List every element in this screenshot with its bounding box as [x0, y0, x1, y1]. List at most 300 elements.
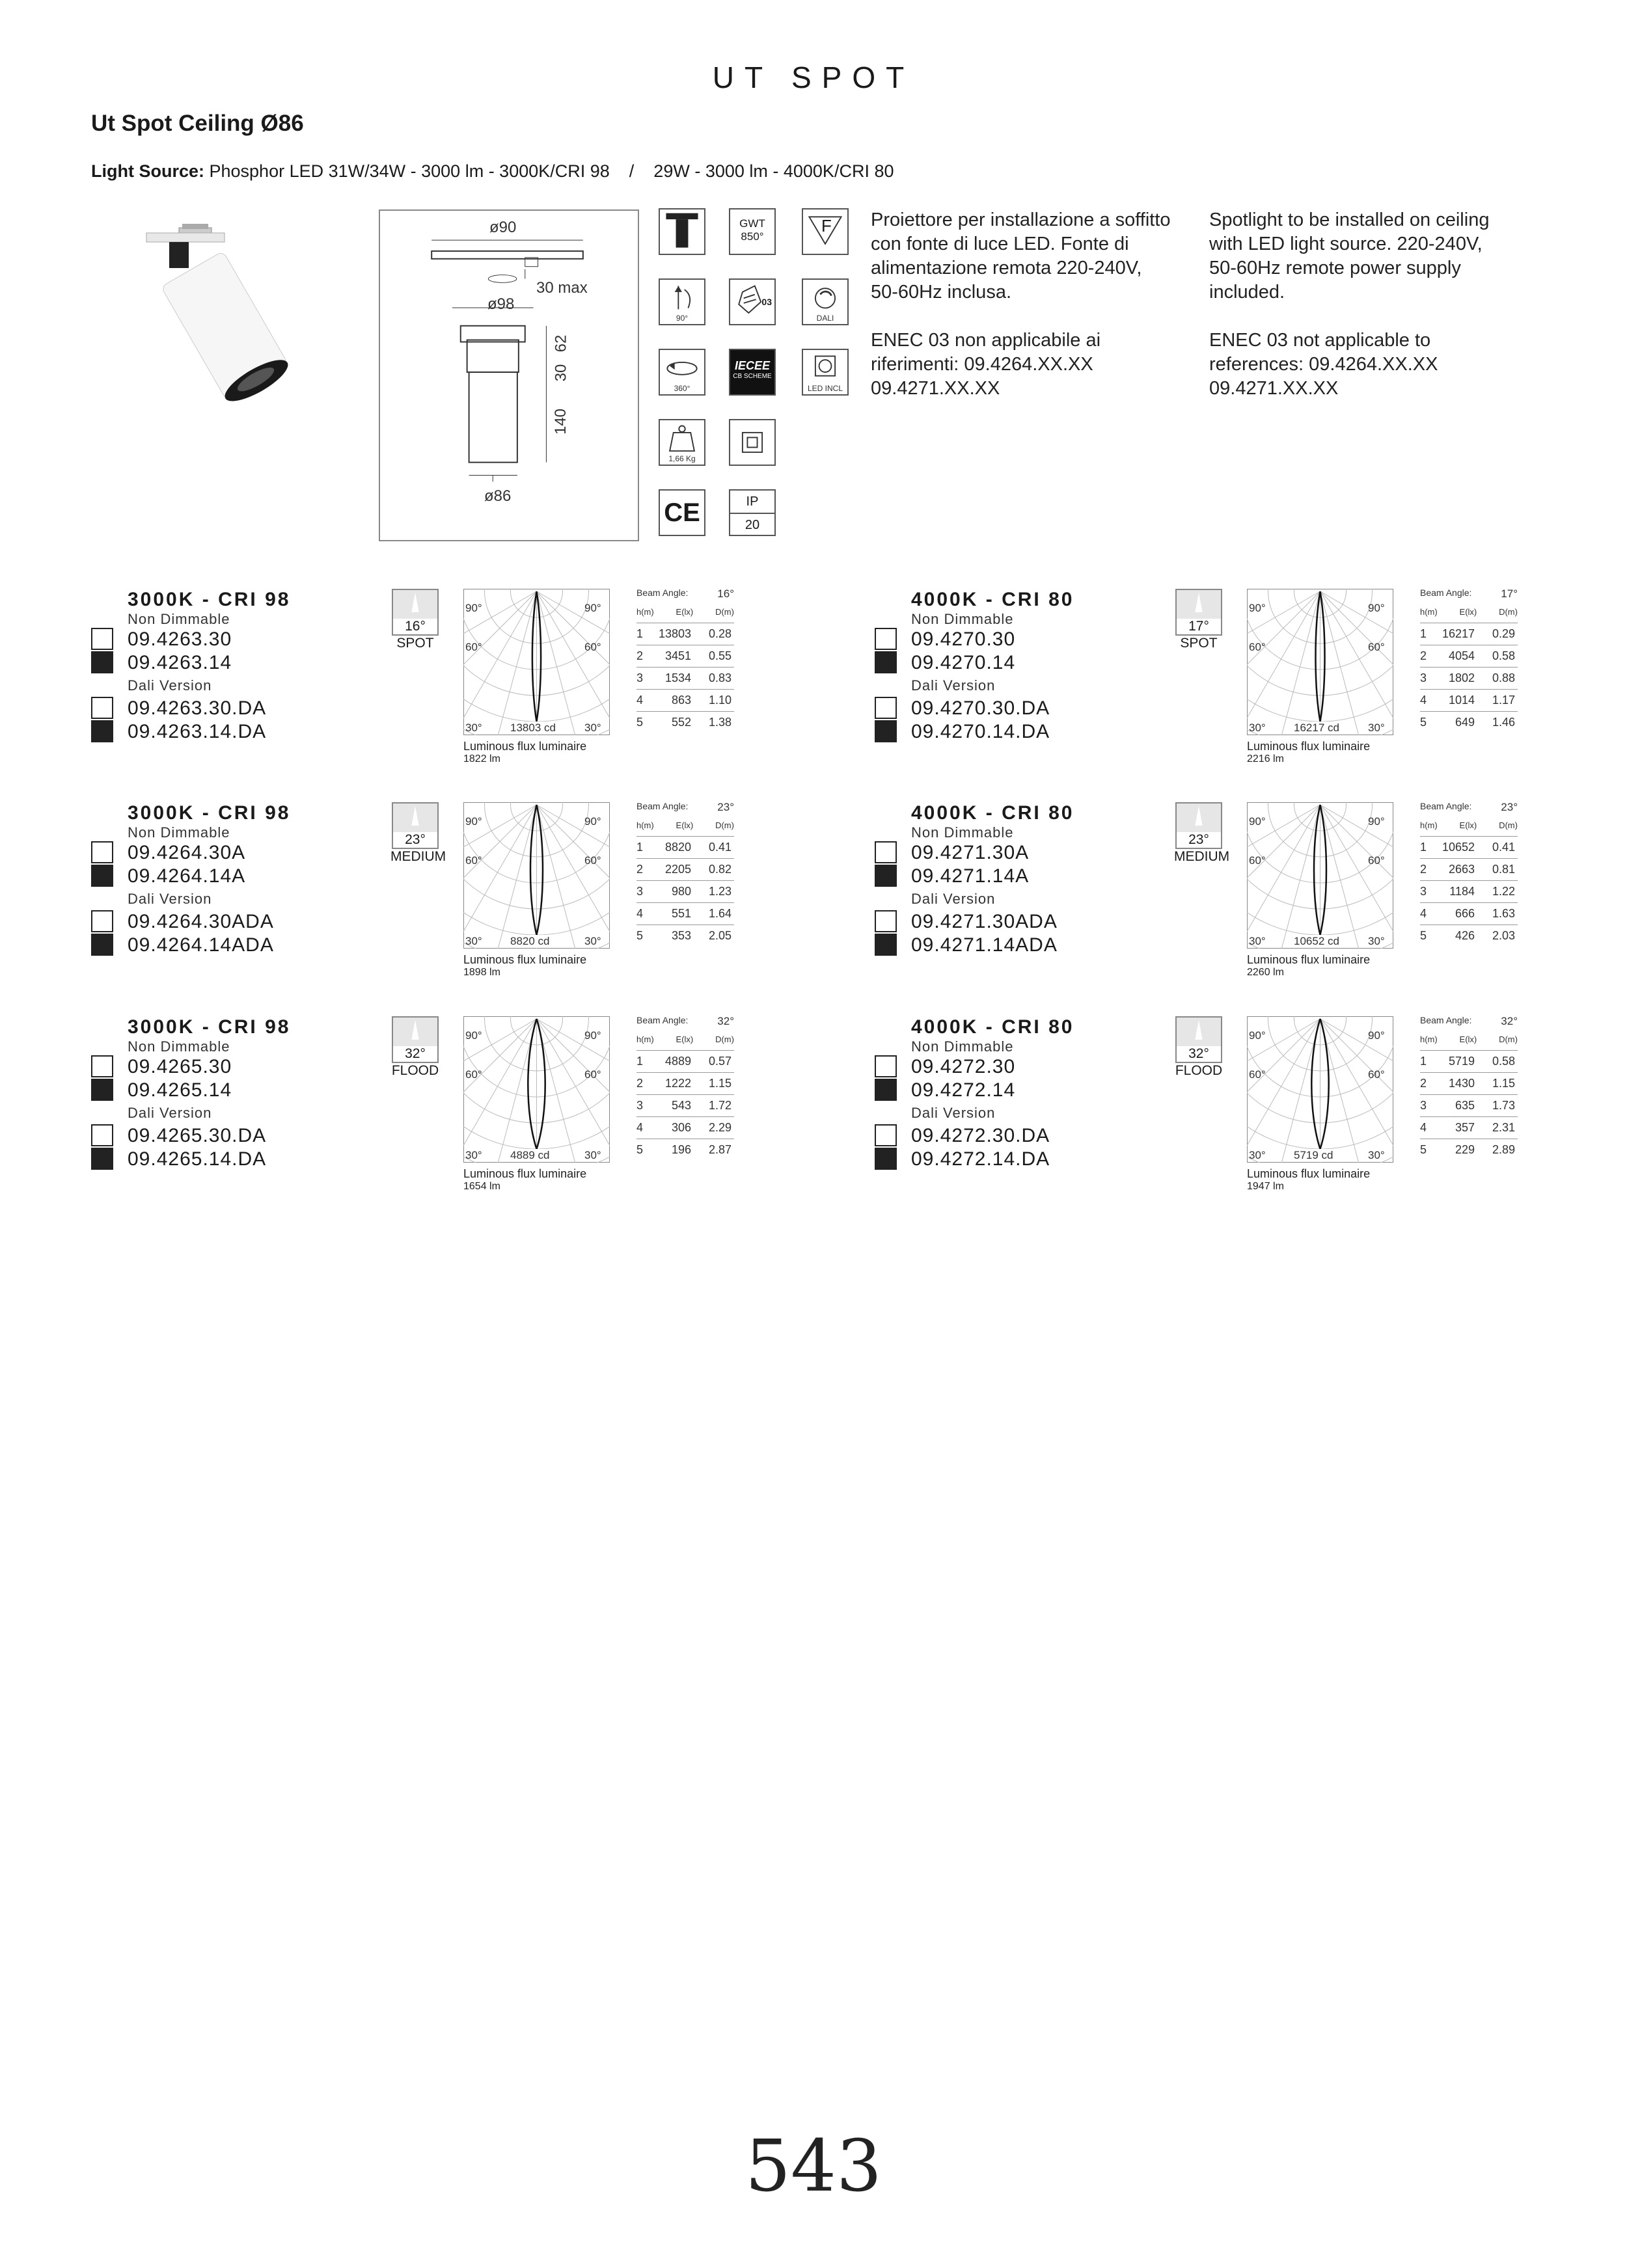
beam-angle-icon — [1174, 802, 1230, 865]
polar-label-60: 60° — [1249, 1068, 1266, 1081]
beam-data-table — [1420, 587, 1518, 733]
article-code[interactable] — [91, 628, 364, 651]
beam-angle-icon — [390, 802, 446, 865]
beam-table-cell: 543 — [671, 1099, 691, 1112]
polar-label-90: 90° — [1249, 1029, 1266, 1042]
enec-icon — [729, 278, 776, 325]
column-header-d: D(m) — [715, 607, 734, 617]
beam-table-cell: 2 — [636, 649, 644, 662]
article-code-text: 09.4263.30.DA — [128, 697, 267, 719]
description-en-line: included. — [1209, 282, 1285, 303]
beam-table-row — [1420, 1139, 1518, 1161]
enec-note-en-line: ENEC 03 not applicable to — [1209, 330, 1431, 351]
beam-angle-value: 16° — [393, 619, 437, 634]
column-header-d: D(m) — [1499, 607, 1518, 617]
page-number: 543 — [745, 2124, 882, 2207]
beam-table-row — [1420, 881, 1518, 903]
gwt-temp: 850° — [741, 230, 764, 243]
beam-table-cell: 2 — [1420, 649, 1427, 662]
article-code-text: 09.4263.30 — [128, 628, 232, 650]
beam-table-cell: 4889 — [664, 1055, 691, 1068]
non-dimmable-label: Non Dimmable — [128, 824, 230, 841]
beam-table-row — [636, 668, 734, 690]
beam-table-cell: 426 — [1455, 929, 1475, 942]
black-finish-swatch — [91, 865, 113, 887]
polar-label-90: 90° — [1249, 602, 1266, 614]
beam-table-cell: 2205 — [664, 863, 691, 876]
beam-table-columns — [636, 607, 734, 623]
beam-table-cell: 1.17 — [1492, 694, 1515, 707]
article-code[interactable] — [91, 1079, 364, 1102]
beam-table-cell: 0.88 — [1492, 671, 1515, 684]
beam-table-cell: 4 — [636, 1121, 644, 1134]
led-caption: LED INCL — [807, 384, 843, 393]
polar-label-90: 90° — [1368, 815, 1385, 828]
beam-table-cell: 4 — [1420, 907, 1427, 920]
beam-angle-value: 23° — [1501, 801, 1518, 813]
dimension-drawing — [379, 209, 639, 541]
black-finish-swatch — [91, 934, 113, 956]
description-en-line: with LED light source. 220-240V, — [1209, 234, 1483, 254]
beam-table-row — [1420, 1073, 1518, 1095]
polar-label-90: 90° — [465, 1029, 482, 1042]
beam-angle-header — [1420, 801, 1518, 820]
beam-table-cell: 3 — [636, 885, 644, 898]
beam-type-label: MEDIUM — [1174, 849, 1230, 864]
beam-table-columns — [636, 820, 734, 837]
column-header-e: E(lx) — [676, 820, 694, 830]
beam-table-cell: 229 — [1455, 1143, 1475, 1156]
beam-table-row — [636, 1139, 734, 1161]
article-code-text: 09.4263.14 — [128, 652, 232, 673]
beam-table-cell: 4 — [636, 907, 644, 920]
beam-table-cell: 0.29 — [1492, 627, 1515, 640]
beam-angle-value: 32° — [1177, 1046, 1221, 1062]
beam-table-row — [1420, 645, 1518, 668]
polar-label-30: 30° — [1249, 935, 1266, 947]
column-header-h: h(m) — [1420, 820, 1438, 830]
column-header-d: D(m) — [715, 1034, 734, 1044]
column-header-h: h(m) — [636, 1034, 654, 1044]
f-mark-label: F — [821, 216, 832, 236]
beam-table-cell: 2.31 — [1492, 1121, 1515, 1134]
beam-table-row — [1420, 690, 1518, 712]
beam-angle-label: Beam Angle: — [1420, 1015, 1472, 1025]
enec-note-en-line: 09.4271.XX.XX — [1209, 378, 1339, 399]
light-source-line — [91, 161, 894, 182]
polar-label-90: 90° — [584, 1029, 601, 1042]
white-finish-swatch — [875, 1055, 897, 1077]
beam-cone-icon — [392, 1016, 439, 1063]
gwt-label: GWT — [739, 217, 765, 230]
light-source-value: Phosphor LED 31W/34W - 3000 lm - 3000K/CRI 98 / 29W - 3000 lm - 4000K/CRI 80 — [204, 161, 894, 181]
article-code[interactable] — [91, 1055, 364, 1079]
beam-table-cell: 2.05 — [708, 929, 731, 942]
product-title: Ut Spot Ceiling Ø86 — [91, 111, 304, 136]
column-header-d: D(m) — [715, 820, 734, 830]
beam-angle-value: 17° — [1177, 619, 1221, 634]
dali-version-label: Dali Version — [911, 677, 996, 694]
polar-label-30: 30° — [584, 722, 601, 734]
beam-table-cell: 4054 — [1448, 649, 1475, 662]
column-header-h: h(m) — [636, 607, 654, 617]
polar-label-60: 60° — [1249, 641, 1266, 653]
polar-diagram — [1247, 1016, 1393, 1163]
beam-table-row — [1420, 1051, 1518, 1073]
white-finish-swatch — [875, 841, 897, 863]
peak-intensity-label: 13803 cd — [510, 722, 556, 734]
variant-title: 4000K - CRI 80 — [911, 1016, 1074, 1038]
column-header-d: D(m) — [1499, 1034, 1518, 1044]
article-code[interactable] — [875, 1079, 1148, 1102]
rotate-caption: 360° — [674, 384, 690, 393]
luminous-flux-value: 1898 lm — [463, 967, 500, 978]
description-it-line: alimentazione remota 220-240V, — [871, 258, 1142, 278]
luminous-flux-value: 2260 lm — [1247, 967, 1284, 978]
beam-table-cell: 1 — [636, 627, 644, 640]
non-dimmable-label: Non Dimmable — [128, 1038, 230, 1055]
article-code[interactable] — [91, 910, 364, 934]
dali-version-label: Dali Version — [128, 891, 212, 907]
article-code[interactable] — [875, 1055, 1148, 1079]
beam-table-cell: 0.41 — [1492, 841, 1515, 854]
luminous-flux-label: Luminous flux luminaire — [463, 953, 587, 966]
beam-table-row — [636, 1073, 734, 1095]
beam-table-row — [636, 1051, 734, 1073]
beam-data-table — [636, 1015, 734, 1161]
ip-rating-icon — [729, 489, 776, 536]
weight-caption: 1,66 Kg — [668, 454, 696, 463]
beam-table-cell: 4 — [636, 694, 644, 707]
beam-angle-value: 23° — [717, 801, 734, 813]
beam-angle-label: Beam Angle: — [636, 587, 689, 598]
luminous-flux-label: Luminous flux luminaire — [463, 740, 587, 753]
beam-data-table — [636, 801, 734, 947]
beam-table-cell: 5 — [1420, 716, 1427, 729]
beam-table-cell: 2.03 — [1492, 929, 1515, 942]
beam-table-cell: 863 — [671, 694, 691, 707]
variant-block — [875, 802, 1148, 957]
article-code[interactable] — [875, 697, 1148, 720]
article-code[interactable] — [91, 934, 364, 957]
dali-version-label: Dali Version — [911, 891, 996, 907]
enec-note-it-line: 09.4271.XX.XX — [871, 378, 1000, 399]
column-header-e: E(lx) — [1459, 820, 1477, 830]
variant-title: 4000K - CRI 80 — [911, 802, 1074, 824]
article-code-text: 09.4264.30ADA — [128, 911, 274, 932]
luminous-flux-note — [1247, 1167, 1370, 1193]
gwt-icon — [729, 208, 776, 255]
beam-table-cell: 2 — [1420, 863, 1427, 876]
beam-table-cell: 3 — [1420, 671, 1427, 684]
white-finish-swatch — [875, 628, 897, 650]
description-en-line: 50-60Hz remote power supply — [1209, 258, 1461, 278]
polar-label-60: 60° — [1368, 1068, 1385, 1081]
beam-angle-value: 32° — [717, 1015, 734, 1027]
beam-table-cell: 4 — [1420, 694, 1427, 707]
article-code-text: 09.4270.30 — [911, 628, 1016, 650]
polar-diagram — [1247, 802, 1393, 949]
white-finish-swatch — [875, 1124, 897, 1146]
beam-table-cell: 1.23 — [708, 885, 731, 898]
beam-type-label: MEDIUM — [390, 849, 446, 864]
luminous-flux-value: 1822 lm — [463, 753, 500, 764]
beam-table-cell: 0.28 — [708, 627, 731, 640]
beam-table-cell: 16217 — [1442, 627, 1475, 640]
beam-table-columns — [1420, 1034, 1518, 1051]
beam-data-table — [1420, 801, 1518, 947]
beam-table-cell: 13803 — [658, 627, 691, 640]
variant-title: 3000K - CRI 98 — [128, 1016, 291, 1038]
beam-data-table — [1420, 1015, 1518, 1161]
article-code[interactable] — [875, 910, 1148, 934]
beam-table-columns — [1420, 607, 1518, 623]
luminous-flux-value: 1654 lm — [463, 1181, 500, 1192]
polar-diagram — [463, 802, 610, 949]
black-finish-swatch — [875, 865, 897, 887]
beam-table-cell: 0.81 — [1492, 863, 1515, 876]
polar-diagram — [463, 1016, 610, 1163]
beam-angle-value: 23° — [393, 832, 437, 848]
article-code-text: 09.4264.30A — [128, 842, 246, 863]
beam-table-cell: 1.63 — [1492, 907, 1515, 920]
article-code[interactable] — [875, 841, 1148, 865]
beam-table-cell: 635 — [1455, 1099, 1475, 1112]
polar-label-30: 30° — [465, 722, 482, 734]
column-header-h: h(m) — [1420, 607, 1438, 617]
beam-table-cell: 353 — [671, 929, 691, 942]
beam-table-cell: 1430 — [1448, 1077, 1475, 1090]
beam-table-cell: 0.83 — [708, 671, 731, 684]
beam-table-cell: 2.89 — [1492, 1143, 1515, 1156]
beam-table-cell: 306 — [671, 1121, 691, 1134]
enec-note-it — [871, 329, 1196, 401]
beam-angle-label: Beam Angle: — [1420, 587, 1472, 598]
black-finish-swatch — [875, 651, 897, 673]
beam-table-cell: 0.58 — [1492, 649, 1515, 662]
article-code[interactable] — [91, 841, 364, 865]
beam-table-cell: 1 — [1420, 1055, 1427, 1068]
article-code[interactable] — [875, 1124, 1148, 1148]
black-finish-swatch — [91, 1148, 113, 1170]
beam-table-cell: 1802 — [1448, 671, 1475, 684]
beam-table-row — [1420, 1095, 1518, 1117]
dali-version-label: Dali Version — [911, 1105, 996, 1121]
dali-version-label: Dali Version — [128, 1105, 212, 1121]
article-code-text: 09.4272.30 — [911, 1056, 1016, 1077]
article-code-text: 09.4265.14.DA — [128, 1148, 267, 1170]
article-code-text: 09.4265.30 — [128, 1056, 232, 1077]
beam-table-cell: 1 — [636, 841, 644, 854]
dim-h30: 30 — [552, 364, 570, 382]
polar-label-60: 60° — [465, 641, 482, 653]
article-code-text: 09.4272.14 — [911, 1079, 1016, 1101]
polar-label-90: 90° — [465, 815, 482, 828]
luminous-flux-note — [1247, 740, 1370, 766]
article-code[interactable] — [875, 934, 1148, 957]
variant-block — [875, 589, 1148, 744]
beam-table-cell: 1 — [636, 1055, 644, 1068]
polar-label-60: 60° — [584, 854, 601, 867]
luminous-flux-label: Luminous flux luminaire — [1247, 740, 1371, 753]
variant-block — [91, 589, 364, 744]
beam-table-cell: 1.22 — [1492, 885, 1515, 898]
beam-table-row — [1420, 925, 1518, 947]
article-code[interactable] — [875, 720, 1148, 744]
luminous-flux-label: Luminous flux luminaire — [1247, 953, 1371, 966]
article-code[interactable] — [875, 1148, 1148, 1171]
beam-table-cell: 3451 — [664, 649, 691, 662]
white-finish-swatch — [91, 1124, 113, 1146]
polar-label-60: 60° — [584, 641, 601, 653]
peak-intensity-label: 5719 cd — [1294, 1149, 1333, 1161]
iecee-sub: CB SCHEME — [733, 373, 772, 380]
polar-label-60: 60° — [1368, 641, 1385, 653]
recessed-spot-icon — [659, 208, 705, 255]
polar-label-30: 30° — [465, 935, 482, 947]
beam-table-cell: 1.38 — [708, 716, 731, 729]
article-code-text: 09.4271.14ADA — [911, 934, 1058, 956]
beam-table-cell: 8820 — [664, 841, 691, 854]
dim-30max: 30 max — [536, 279, 588, 297]
white-finish-swatch — [91, 910, 113, 932]
variant-title: 4000K - CRI 80 — [911, 589, 1074, 610]
dim-h62: 62 — [552, 334, 570, 353]
peak-intensity-label: 16217 cd — [1294, 722, 1339, 734]
led-included-icon — [802, 349, 849, 396]
beam-table-cell: 1.46 — [1492, 716, 1515, 729]
beam-table-row — [636, 903, 734, 925]
column-header-h: h(m) — [636, 820, 654, 830]
beam-table-cell: 1534 — [664, 671, 691, 684]
beam-cone-icon — [1175, 1016, 1222, 1063]
ce-label: CE — [664, 498, 700, 527]
beam-type-label: SPOT — [1180, 636, 1218, 651]
article-code[interactable] — [875, 628, 1148, 651]
beam-table-row — [1420, 668, 1518, 690]
column-header-d: D(m) — [1499, 820, 1518, 830]
polar-diagram — [1247, 589, 1393, 735]
beam-table-cell: 1222 — [664, 1077, 691, 1090]
beam-table-cell: 2 — [1420, 1077, 1427, 1090]
luminous-flux-note — [1247, 953, 1370, 979]
black-finish-swatch — [875, 934, 897, 956]
beam-table-cell: 2663 — [1448, 863, 1475, 876]
beam-table-cell: 2.87 — [708, 1143, 731, 1156]
beam-table-row — [636, 1095, 734, 1117]
beam-table-cell: 5 — [636, 929, 644, 942]
beam-angle-label: Beam Angle: — [1420, 801, 1472, 811]
beam-table-cell: 5 — [636, 1143, 644, 1156]
description-it-line: 50-60Hz inclusa. — [871, 282, 1011, 303]
enec-note-it-line: riferimenti: 09.4264.XX.XX — [871, 354, 1093, 375]
beam-table-cell: 649 — [1455, 716, 1475, 729]
beam-type-label: FLOOD — [391, 1063, 439, 1078]
beam-table-cell: 0.57 — [708, 1055, 731, 1068]
dali-caption: DALI — [816, 314, 834, 323]
polar-label-30: 30° — [584, 1149, 601, 1161]
variant-title: 3000K - CRI 98 — [128, 802, 291, 824]
polar-label-60: 60° — [584, 1068, 601, 1081]
beam-table-cell: 0.41 — [708, 841, 731, 854]
article-code-text: 09.4263.14.DA — [128, 721, 267, 742]
beam-angle-icon — [1174, 1016, 1224, 1079]
beam-table-row — [1420, 903, 1518, 925]
beam-table-cell: 196 — [671, 1143, 691, 1156]
polar-label-30: 30° — [465, 1149, 482, 1161]
beam-table-cell: 2 — [636, 863, 644, 876]
article-code[interactable] — [875, 651, 1148, 675]
beam-table-row — [636, 837, 734, 859]
luminous-flux-note — [463, 1167, 586, 1193]
beam-table-row — [636, 925, 734, 947]
beam-type-label: FLOOD — [1175, 1063, 1223, 1078]
article-code-text: 09.4271.30A — [911, 842, 1030, 863]
peak-intensity-label: 10652 cd — [1294, 935, 1339, 947]
beam-angle-header — [636, 1015, 734, 1034]
article-code[interactable] — [91, 697, 364, 720]
polar-label-30: 30° — [1368, 1149, 1385, 1161]
beam-table-cell: 4 — [1420, 1121, 1427, 1134]
ip-label: IP — [730, 491, 774, 514]
description-it — [871, 208, 1196, 304]
column-header-h: h(m) — [1420, 1034, 1438, 1044]
polar-label-30: 30° — [1249, 722, 1266, 734]
beam-table-row — [1420, 712, 1518, 733]
article-code-text: 09.4271.30ADA — [911, 911, 1058, 932]
dim-h140: 140 — [552, 408, 570, 435]
column-header-e: E(lx) — [676, 607, 694, 617]
non-dimmable-label: Non Dimmable — [128, 611, 230, 627]
description-it-line: con fonte di luce LED. Fonte di — [871, 234, 1129, 254]
luminous-flux-note — [463, 953, 586, 979]
beam-table-cell: 1 — [1420, 627, 1427, 640]
beam-table-cell: 1014 — [1448, 694, 1475, 707]
beam-table-cell: 3 — [636, 1099, 644, 1112]
beam-table-cell: 1.72 — [708, 1099, 731, 1112]
beam-table-cell: 2.29 — [708, 1121, 731, 1134]
article-code-text: 09.4265.14 — [128, 1079, 232, 1101]
beam-angle-icon — [390, 1016, 440, 1079]
article-code[interactable] — [91, 720, 364, 744]
beam-table-cell: 3 — [636, 671, 644, 684]
polar-label-90: 90° — [1368, 1029, 1385, 1042]
article-code[interactable] — [91, 1124, 364, 1148]
article-code[interactable] — [91, 651, 364, 675]
article-code[interactable] — [91, 865, 364, 888]
article-code[interactable] — [875, 865, 1148, 888]
polar-label-90: 90° — [1249, 815, 1266, 828]
luminous-flux-label: Luminous flux luminaire — [463, 1167, 587, 1180]
polar-label-30: 30° — [1368, 935, 1385, 947]
beam-table-cell: 1.15 — [708, 1077, 731, 1090]
polar-label-60: 60° — [1368, 854, 1385, 867]
black-finish-swatch — [91, 720, 113, 742]
beam-table-cell: 0.58 — [1492, 1055, 1515, 1068]
article-code[interactable] — [91, 1148, 364, 1171]
beam-table-row — [1420, 859, 1518, 881]
ip-value: 20 — [745, 518, 760, 532]
beam-table-row — [1420, 623, 1518, 645]
variant-block — [91, 802, 364, 957]
non-dimmable-label: Non Dimmable — [911, 611, 1014, 627]
beam-table-row — [636, 712, 734, 733]
non-dimmable-label: Non Dimmable — [911, 824, 1014, 841]
article-code-text: 09.4270.14 — [911, 652, 1016, 673]
peak-intensity-label: 8820 cd — [510, 935, 550, 947]
article-code-text: 09.4264.14ADA — [128, 934, 274, 956]
black-finish-swatch — [875, 720, 897, 742]
